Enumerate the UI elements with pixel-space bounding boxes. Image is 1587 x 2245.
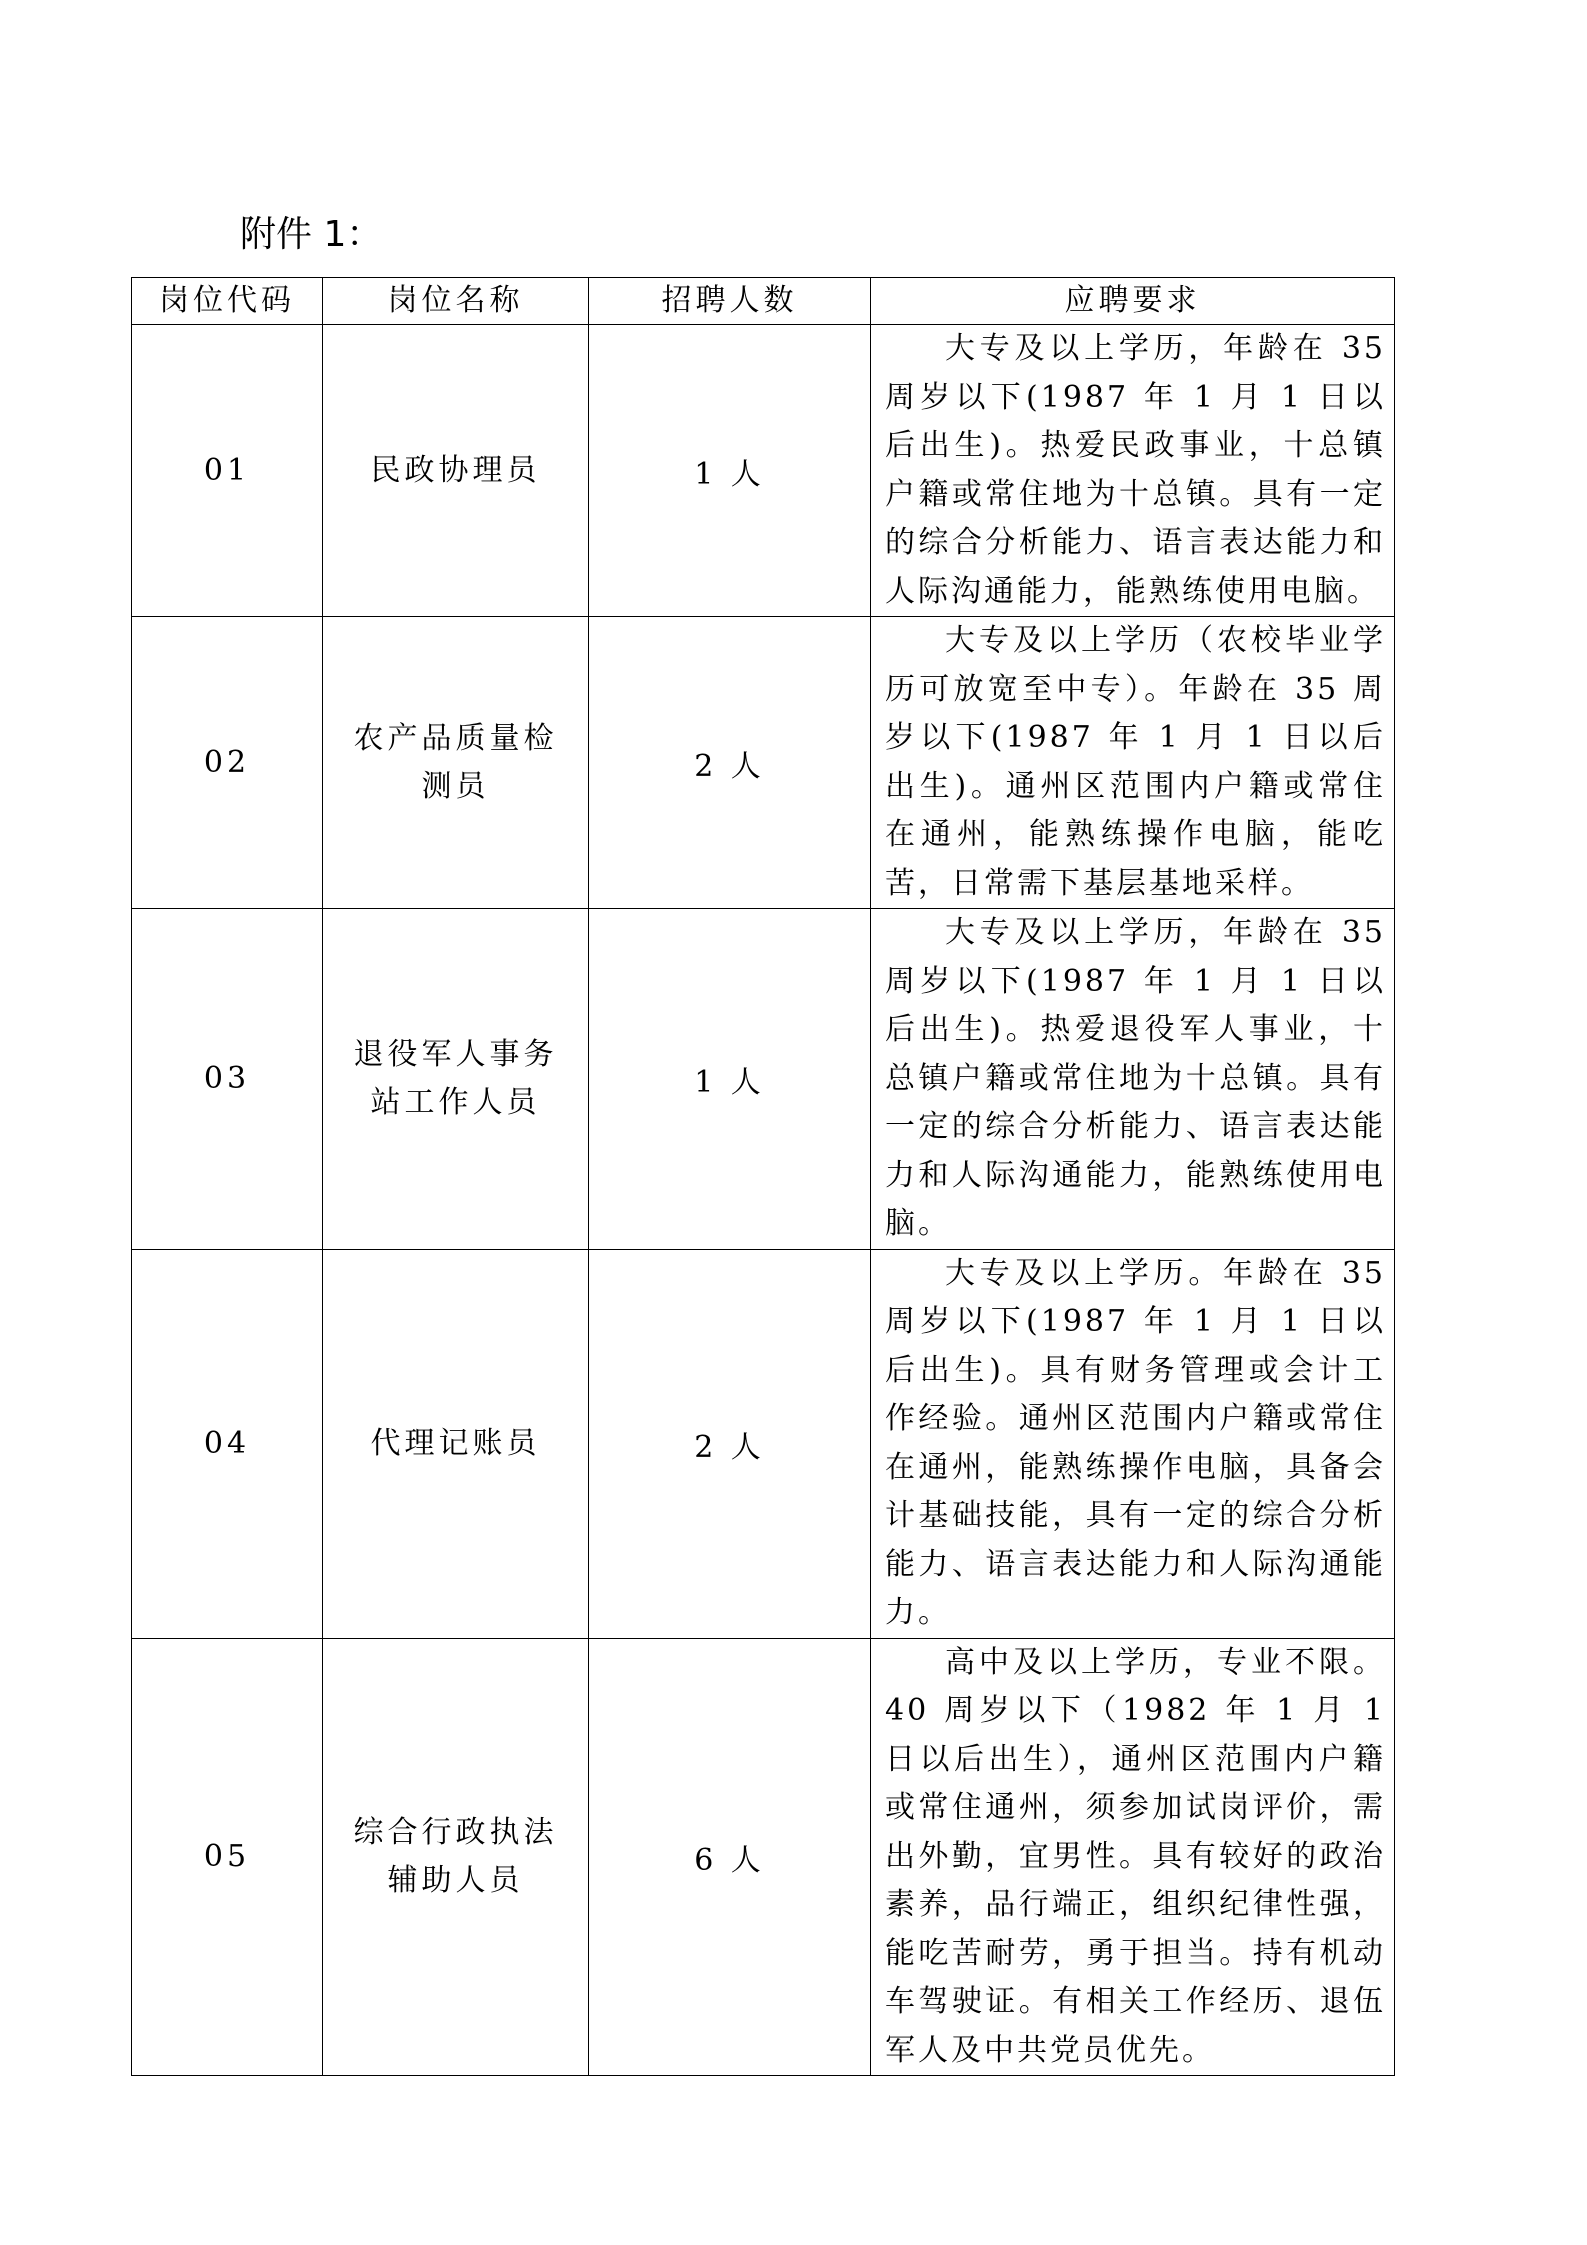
position-code: 04 [132, 1249, 323, 1638]
requirements: 大专及以上学历，年龄在 35 周岁以下(1987 年 1 月 1 日以后出生)。热爱退役军人事业，十总镇户籍或常住地为十总镇。具有一定的综合分析能力、语言表达能力和人际沟通能力，能熟练使用电脑。 [871, 909, 1395, 1250]
header-hiring-count: 招聘人数 [589, 278, 871, 325]
requirements: 高中及以上学历，专业不限。40 周岁以下（1982 年 1 月 1 日以后出生），通州区范围内户籍或常住通州，须参加试岗评价，需出外勤，宜男性。具有较好的政治素养，品行端正，组织纪律性强，能吃苦耐劳，勇于担当。持有机动车驾驶证。有相关工作经历、退伍军人及中共党员优先。 [871, 1638, 1395, 2076]
requirements: 大专及以上学历，年龄在 35 周岁以下(1987 年 1 月 1 日以后出生)。热爱民政事业，十总镇户籍或常住地为十总镇。具有一定的综合分析能力、语言表达能力和人际沟通能力，能熟练使用电脑。 [871, 325, 1395, 617]
header-position-name: 岗位名称 [323, 278, 589, 325]
hiring-count: 2 人 [589, 617, 871, 909]
attachment-heading: 附件 1： [240, 214, 383, 255]
table-row [132, 325, 1395, 617]
hiring-count: 6 人 [589, 1638, 871, 2076]
position-code: 02 [132, 617, 323, 909]
table-row [132, 1638, 1395, 2076]
table-row [132, 909, 1395, 1250]
position-code: 03 [132, 909, 323, 1250]
table-row [132, 1249, 1395, 1638]
recruitment-table [131, 277, 1395, 2076]
position-code: 01 [132, 325, 323, 617]
position-name: 代理记账员 [323, 1249, 589, 1638]
header-position-code: 岗位代码 [132, 278, 323, 325]
table-header-row [132, 278, 1395, 325]
position-name: 农产品质量检测员 [323, 617, 589, 909]
position-name: 退役军人事务站工作人员 [323, 909, 589, 1250]
position-name: 民政协理员 [323, 325, 589, 617]
position-name: 综合行政执法辅助人员 [323, 1638, 589, 2076]
hiring-count: 2 人 [589, 1249, 871, 1638]
requirements: 大专及以上学历（农校毕业学历可放宽至中专）。年龄在 35 周岁以下(1987 年 1 月 1 日以后出生)。通州区范围内户籍或常住在通州，能熟练操作电脑，能吃苦，日常需下基层基地采样。 [871, 617, 1395, 909]
hiring-count: 1 人 [589, 325, 871, 617]
position-code: 05 [132, 1638, 323, 2076]
hiring-count: 1 人 [589, 909, 871, 1250]
table-row [132, 617, 1395, 909]
requirements: 大专及以上学历。年龄在 35 周岁以下(1987 年 1 月 1 日以后出生)。具有财务管理或会计工作经验。通州区范围内户籍或常住在通州，能熟练操作电脑，具备会计基础技能，具有一定的综合分析能力、语言表达能力和人际沟通能力。 [871, 1249, 1395, 1638]
header-requirements: 应聘要求 [871, 278, 1395, 325]
